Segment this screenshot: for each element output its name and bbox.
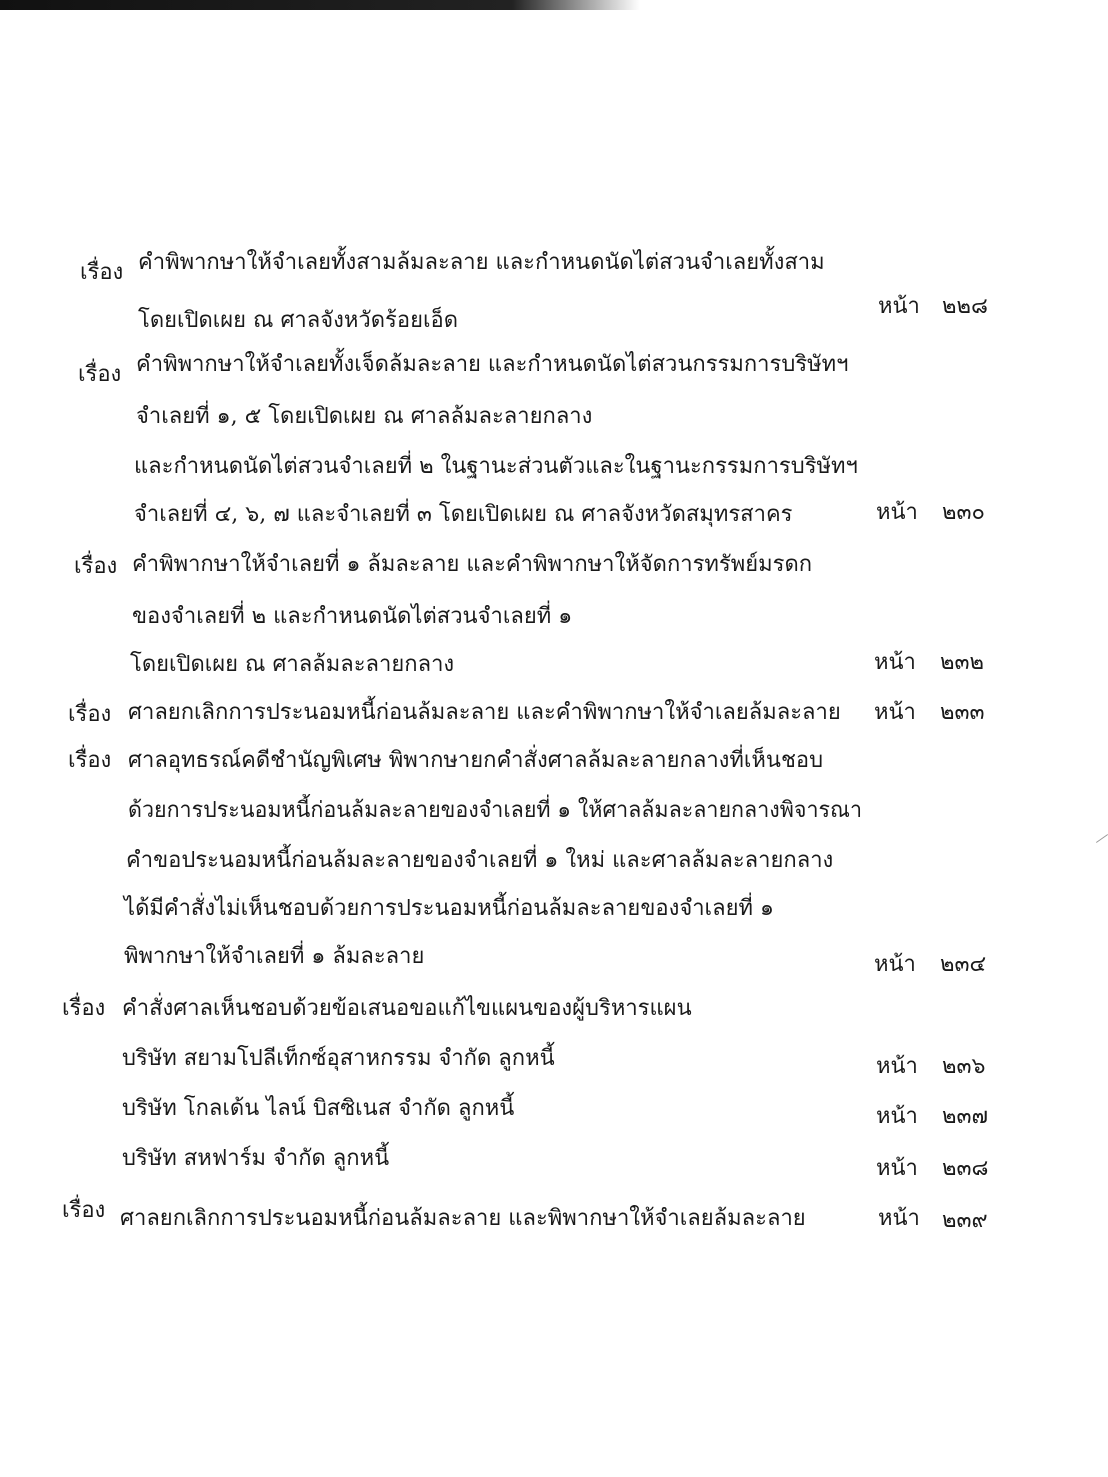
entry-text: จำเลยที่ ๔, ๖, ๗ และจำเลยที่ ๓ โดยเปิดเผย ณ ศาลจังหวัดสมุทรสาคร xyxy=(134,502,793,527)
entry-text: คำพิพากษาให้จำเลยที่ ๑ ล้มละลาย และคำพิพากษาให้จัดการทรัพย์มรดก xyxy=(132,552,813,577)
entry-text: โดยเปิดเผย ณ ศาลจังหวัดร้อยเอ็ด xyxy=(138,308,458,333)
page-number: ๒๓๔ xyxy=(940,952,987,977)
page-number: ๒๓๖ xyxy=(942,1054,986,1079)
page-label: หน้า xyxy=(876,500,918,525)
page-label: หน้า xyxy=(876,1104,918,1129)
entry-text: คำสั่งศาลเห็นชอบด้วยข้อเสนอขอแก้ไขแผนของผู้บริหารแผน xyxy=(122,996,692,1021)
company-text: บริษัท สหฟาร์ม จำกัด ลูกหนี้ xyxy=(122,1146,390,1171)
entry-text: โดยเปิดเผย ณ ศาลล้มละลายกลาง xyxy=(130,652,455,677)
topic-label: เรื่อง xyxy=(62,1198,106,1223)
entry-text: คำขอประนอมหนี้ก่อนล้มละลายของจำเลยที่ ๑ ใหม่ และศาลล้มละลายกลาง xyxy=(126,848,834,873)
entry-text: พิพากษาให้จำเลยที่ ๑ ล้มละลาย xyxy=(124,944,425,969)
page-number: ๒๓๙ xyxy=(942,1208,988,1233)
page-label: หน้า xyxy=(878,294,920,319)
entry-text: ของจำเลยที่ ๒ และกำหนดนัดไต่สวนจำเลยที่ ๑ xyxy=(132,604,573,629)
company-text: บริษัท โกลเด้น ไลน์ บิสซิเนส จำกัด ลูกหนี้ xyxy=(122,1096,515,1121)
topic-label: เรื่อง xyxy=(62,996,106,1021)
page-number: ๒๓๘ xyxy=(942,1156,989,1181)
topic-label: เรื่อง xyxy=(80,260,124,285)
page-label: หน้า xyxy=(874,700,916,725)
page-number: ๒๓๐ xyxy=(942,500,985,525)
scan-speck xyxy=(1096,834,1108,843)
entry-text: และกำหนดนัดไต่สวนจำเลยที่ ๒ ในฐานะส่วนตัวและในฐานะกรรมการบริษัทฯ xyxy=(134,454,858,479)
topic-label: เรื่อง xyxy=(78,362,122,387)
scan-edge-bar xyxy=(0,0,640,10)
page-number: ๒๓๒ xyxy=(940,650,985,675)
company-text: บริษัท สยามโปลีเท็กซ์อุสาหกรรม จำกัด ลูกหนี้ xyxy=(122,1046,555,1071)
topic-label: เรื่อง xyxy=(68,748,112,773)
page-number: ๒๓๓ xyxy=(940,700,985,725)
entry-text: ศาลยกเลิกการประนอมหนี้ก่อนล้มละลาย และพิพากษาให้จำเลยล้มละลาย xyxy=(120,1206,806,1231)
page-number: ๒๒๘ xyxy=(942,294,988,319)
page-label: หน้า xyxy=(876,1156,918,1181)
entry-text: ได้มีคำสั่งไม่เห็นชอบด้วยการประนอมหนี้ก่อนล้มละลายของจำเลยที่ ๑ xyxy=(124,896,774,921)
entry-text: คำพิพากษาให้จำเลยทั้งสามล้มละลาย และกำหนดนัดไต่สวนจำเลยทั้งสาม xyxy=(138,250,825,275)
topic-label: เรื่อง xyxy=(74,554,118,579)
page-label: หน้า xyxy=(874,952,916,977)
topic-label: เรื่อง xyxy=(68,702,112,727)
entry-text: ศาลยกเลิกการประนอมหนี้ก่อนล้มละลาย และคำพิพากษาให้จำเลยล้มละลาย xyxy=(128,700,841,725)
entry-text: คำพิพากษาให้จำเลยทั้งเจ็ดล้มละลาย และกำหนดนัดไต่สวนกรรมการบริษัทฯ xyxy=(136,352,849,377)
page-label: หน้า xyxy=(876,1054,918,1079)
page-label: หน้า xyxy=(878,1206,920,1231)
entry-text: ด้วยการประนอมหนี้ก่อนล้มละลายของจำเลยที่ ๑ ให้ศาลล้มละลายกลางพิจารณา xyxy=(128,798,863,823)
page-number: ๒๓๗ xyxy=(942,1104,989,1129)
entry-text: ศาลอุทธรณ์คดีชำนัญพิเศษ พิพากษายกคำสั่งศาลล้มละลายกลางที่เห็นชอบ xyxy=(128,748,824,773)
entry-text: จำเลยที่ ๑, ๕ โดยเปิดเผย ณ ศาลล้มละลายกลาง xyxy=(136,404,593,429)
page-label: หน้า xyxy=(874,650,916,675)
